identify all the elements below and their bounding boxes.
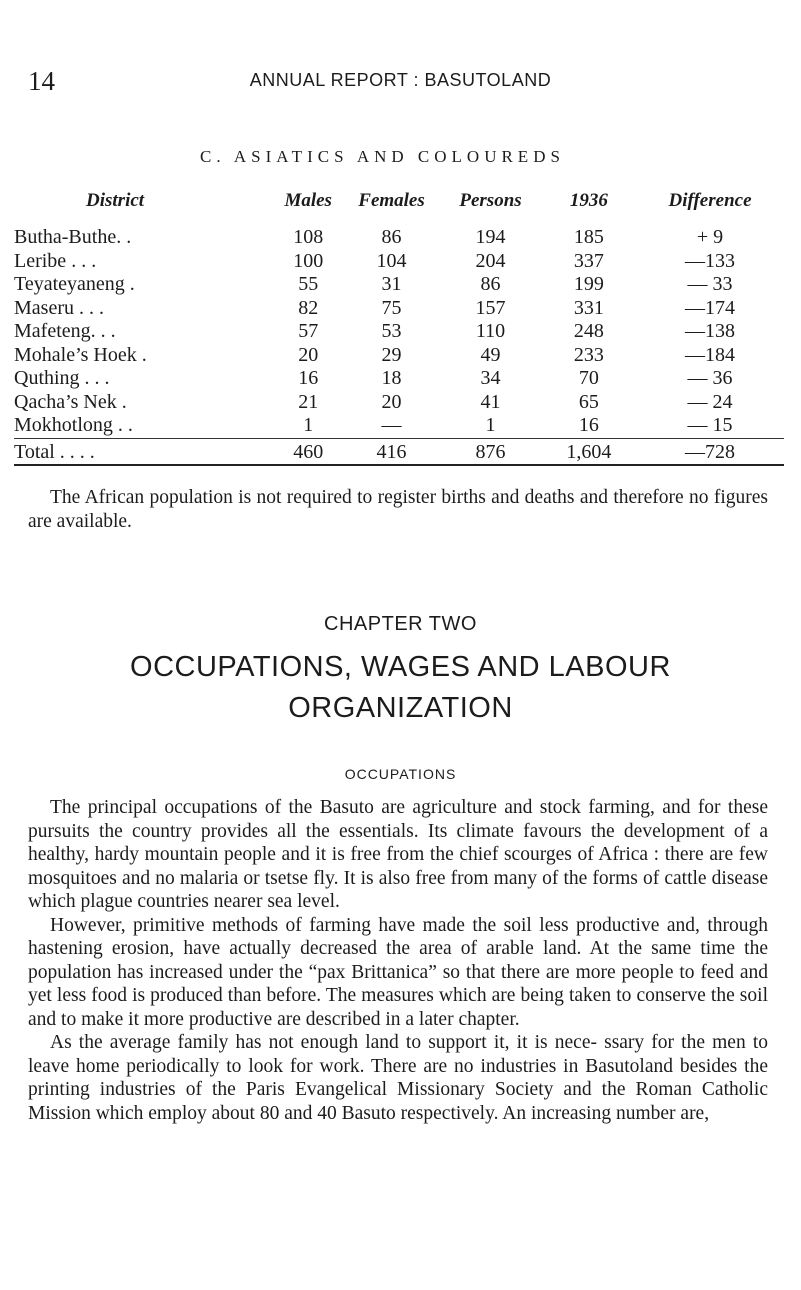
cell-males: 108 [293,226,324,249]
cell-persons: 194 [475,226,506,249]
cell-males: 460 [273,438,344,465]
table-header-row [14,190,784,226]
cell-district: Leribe . . . [14,249,97,272]
african-population-note [28,486,768,533]
cell-district: Mokhotlong . . [14,414,133,437]
cell-difference: + 9 [696,226,724,249]
cell-district: Total . . . . [14,438,273,465]
column-header-females: Females [358,190,425,211]
cell-difference: —184 [685,343,735,366]
cell-district: Maseru . . . [14,296,104,319]
cell-1936: 70 [578,367,599,390]
cell-difference: — 36 [687,367,733,390]
cell-females: 29 [381,343,402,366]
cell-persons: 876 [439,438,541,465]
chapter-label: CHAPTER TWO [324,613,477,635]
page-number: 14 [28,66,55,96]
cell-difference: — 24 [687,390,733,413]
table-row [14,320,784,344]
column-header-difference: Difference [668,190,752,211]
cell-difference: —728 [636,438,784,465]
cell-persons: 204 [475,249,506,272]
column-header-males: Males [284,190,332,211]
cell-1936: 185 [573,226,604,249]
table-heading: C. ASIATICS AND COLOUREDS [200,147,565,166]
cell-males: 21 [298,390,319,413]
cell-females: 416 [344,438,440,465]
table-total-row [14,438,784,465]
cell-males: 82 [298,296,319,319]
paragraph: As the average family has not enough land to support it, it is nece- ssary for the men to leave home periodically to look for work. There are no industries in Basutoland besides the printing industries of the Paris Evangelical Missionary Society and the Roman Catholic Mission which employ about 80 and 40 Basuto respectively. An increasing number are, [28,1032,768,1124]
cell-district: Mafeteng. . . [14,320,116,343]
cell-persons: 157 [475,296,506,319]
cell-district: Qacha’s Nek . [14,390,127,413]
cell-males: 57 [298,320,319,343]
occupations-text [28,796,768,1125]
cell-females: 31 [381,273,402,296]
cell-females: 104 [376,249,407,272]
table-row [14,367,784,391]
cell-males: 20 [298,343,319,366]
chapter-title [0,647,801,729]
table-row [14,414,784,438]
cell-females: 18 [381,367,402,390]
cell-difference: —138 [685,320,735,343]
cell-persons: 86 [480,273,501,296]
column-header-persons: Persons [459,190,522,211]
section-heading: OCCUPATIONS [344,766,457,782]
cell-district: Teyateyaneng . [14,273,135,296]
cell-1936: 1,604 [542,438,636,465]
paragraph: The principal occupations of the Basuto are agriculture and stock farming, and for these pursuits the country provides all the essentials. Its climate favours the development of a healthy, hardy mountain people and it is free from the chief scourges of Africa : there are few mosquitoes and no malaria or tsetse fly. It is also free from many of the forms of cattle disease which plague countries nearer sea level. [28,797,768,912]
table-row [14,344,784,368]
paragraph: However, primitive methods of farming have made the soil less productive and, through hastening erosion, have actually decreased the area of arable land. At the same time the population has increased under the “pax Brittanica” so that there are more people to feed and yet less food is produced than before. The measures which are being taken to conserve the soil and to make it more productive are described in a later chapter. [28,914,768,1030]
cell-1936: 331 [573,296,604,319]
table-row [14,273,784,297]
cell-district: Butha-Buthe. . [14,226,132,249]
cell-females: 53 [381,320,402,343]
table-row [14,226,784,250]
column-header-district: District [86,190,145,211]
cell-persons: 110 [475,320,506,343]
table-row [14,250,784,274]
chapter-title-line: OCCUPATIONS, WAGES AND LABOUR [130,651,671,683]
cell-difference: —133 [685,249,735,272]
cell-persons: 1 [485,414,496,437]
cell-females: 75 [381,296,402,319]
cell-1936: 16 [578,414,599,437]
cell-1936: 65 [578,390,599,413]
paragraph: The African population is not required to register births and deaths and therefore no figures are available. [28,487,768,532]
cell-females: — [381,414,402,437]
cell-males: 55 [298,273,319,296]
cell-1936: 248 [573,320,604,343]
table-row [14,297,784,321]
running-title: ANNUAL REPORT : BASUTOLAND [249,70,552,90]
cell-difference: — 15 [687,414,733,437]
cell-males: 100 [293,249,324,272]
cell-1936: 337 [573,249,604,272]
cell-district: Mohale’s Hoek . [14,343,147,366]
cell-1936: 233 [573,343,604,366]
cell-males: 16 [298,367,319,390]
cell-females: 20 [381,390,402,413]
cell-difference: —174 [685,296,735,319]
cell-district: Quthing . . . [14,367,110,390]
chapter-title-line: ORGANIZATION [288,692,513,724]
cell-females: 86 [381,226,402,249]
running-header [0,66,801,96]
cell-persons: 49 [480,343,501,366]
table-row [14,391,784,415]
cell-persons: 41 [480,390,501,413]
cell-1936: 199 [573,273,604,296]
cell-males: 1 [303,414,314,437]
cell-difference: — 33 [687,273,733,296]
cell-persons: 34 [480,367,501,390]
population-table [14,190,784,466]
column-header-1936: 1936 [569,190,608,211]
